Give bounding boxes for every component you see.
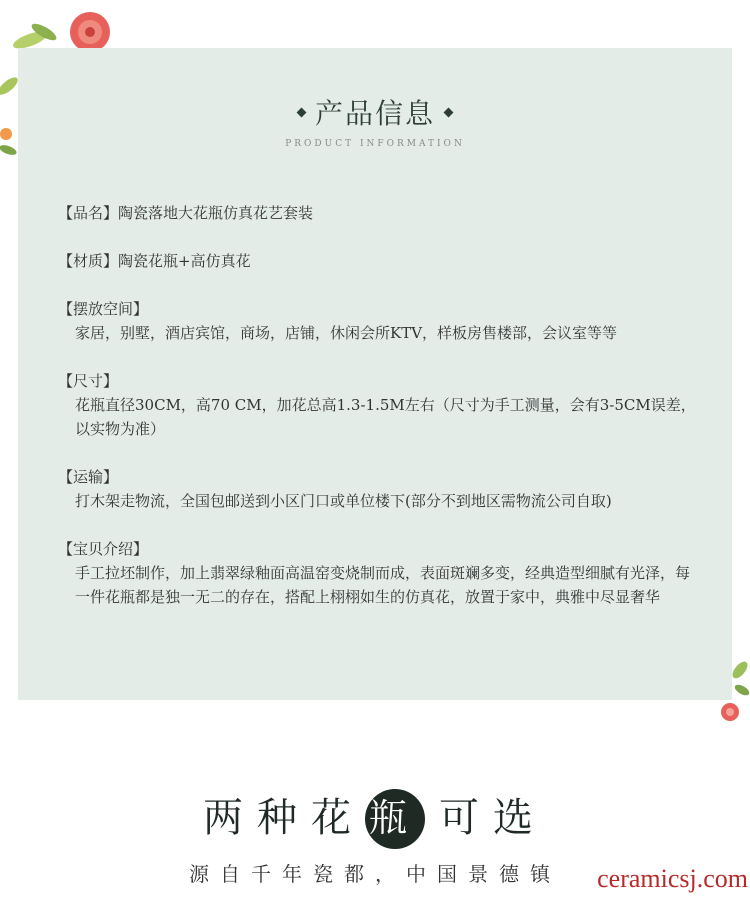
diamond-right-icon [444, 108, 454, 118]
slogan-highlight: 瓶 [365, 789, 425, 849]
info-size [58, 369, 700, 441]
watermark: ceramicsj.com [597, 864, 748, 893]
info-shipping-heading: 【运输】 [58, 468, 119, 486]
slogan-part1: 两种花 [203, 795, 365, 841]
info-space [58, 297, 700, 345]
info-size-heading: 【尺寸】 [58, 372, 119, 390]
section-title [0, 92, 750, 132]
info-intro [58, 537, 700, 609]
slogan-part2: 可选 [439, 795, 547, 841]
info-intro-body: 手工拉坯制作，加上翡翠绿釉面高温窑变烧制而成，表面斑斓多变，经典造型细腻有光泽，每一件花瓶都是独一无二的存在，搭配上栩栩如生的仿真花，放置于家中，典雅中尽显奢华 [75, 564, 691, 606]
section-subtitle: PRODUCT INFORMATION [285, 139, 465, 149]
diamond-left-icon [297, 108, 307, 118]
info-size-body: 花瓶直径30CM，高70 CM，加花总高1.3-1.5M左右（尺寸为手工测量，会有3-5CM误差，以实物为准） [75, 396, 696, 438]
info-material-text: 【材质】陶瓷花瓶+高仿真花 [58, 252, 251, 270]
info-intro-heading: 【宝贝介绍】 [58, 540, 149, 558]
info-name-text: 【品名】陶瓷落地大花瓶仿真花艺套装 [58, 204, 314, 222]
info-space-body: 家居，别墅，酒店宾馆，商场，店铺，休闲会所KTV，样板房售楼部，会议室等等 [75, 324, 618, 342]
slogan [0, 786, 750, 849]
info-material [58, 249, 251, 273]
section-title-text: 产品信息 [314, 97, 435, 130]
info-name [58, 201, 313, 225]
info-shipping [58, 465, 700, 513]
info-shipping-body: 打木架走物流，全国包邮送到小区门口或单位楼下(部分不到地区需物流公司自取) [75, 492, 612, 510]
tagline: 源自千年瓷都，中国景德镇 [189, 862, 561, 886]
info-space-heading: 【摆放空间】 [58, 300, 149, 318]
